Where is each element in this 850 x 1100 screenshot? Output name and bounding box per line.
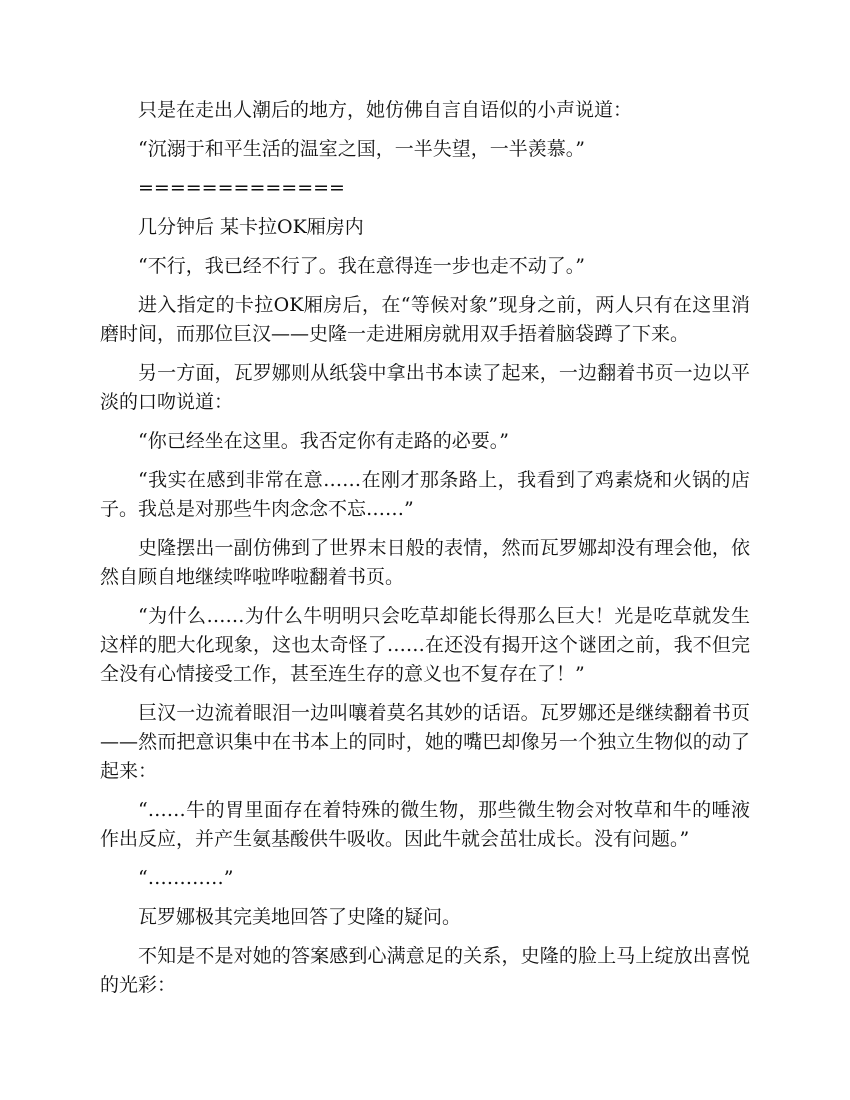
paragraph: “你已经坐在这里。我否定你有走路的必要。”: [138, 430, 509, 452]
paragraph: 史隆摆出一副仿佛到了世界末日般的表情，然而瓦罗娜却没有理会他，依然自顾自地继续哗啦哗啦翻着书页。: [100, 537, 750, 588]
paragraph: 进入指定的卡拉OK厢房后，在“等候对象”现身之前，两人只有在这里消磨时间，而那位巨汉——史隆一走进厢房就用双手捂着脑袋蹲了下来。: [100, 294, 750, 345]
paragraph: “…………”: [138, 867, 234, 889]
paragraph: 只是在走出人潮后的地方，她仿佛自言自语似的小声说道：: [138, 99, 633, 121]
scene-divider: =============: [138, 177, 345, 199]
scene-heading: 几分钟后 某卡拉OK厢房内: [138, 216, 364, 238]
paragraph: 巨汉一边流着眼泪一边叫嚷着莫名其妙的话语。瓦罗娜还是继续翻着书页——然而把意识集中在书本上的同时，她的嘴巴却像另一个独立生物似的动了起来：: [100, 702, 750, 782]
paragraph: “我实在感到非常在意……在刚才那条路上，我看到了鸡素烧和火锅的店子。我总是对那些牛肉念念不忘……”: [100, 469, 750, 520]
paragraph: “为什么……为什么牛明明只会吃草却能长得那么巨大！光是吃草就发生这样的肥大化现象，这也太奇怪了……在还没有揭开这个谜团之前，我不但完全没有心情接受工作，甚至连生存的意义也不复存在了！”: [100, 605, 750, 685]
paragraph: 另一方面，瓦罗娜则从纸袋中拿出书本读了起来，一边翻着书页一边以平淡的口吻说道：: [100, 362, 750, 413]
paragraph: 不知是不是对她的答案感到心满意足的关系，史隆的脸上马上绽放出喜悦的光彩：: [100, 945, 750, 996]
page-body-text: [100, 96, 750, 1010]
paragraph: “……牛的胃里面存在着特殊的微生物，那些微生物会对牧草和牛的唾液作出反应，并产生氨基酸供牛吸收。因此牛就会茁壮成长。没有问题。”: [100, 799, 750, 850]
paragraph: “沉溺于和平生活的温室之国，一半失望，一半羡慕。”: [138, 138, 585, 160]
paragraph: “不行，我已经不行了。我在意得连一步也走不动了。”: [138, 255, 585, 277]
paragraph: 瓦罗娜极其完美地回答了史隆的疑问。: [138, 906, 462, 928]
